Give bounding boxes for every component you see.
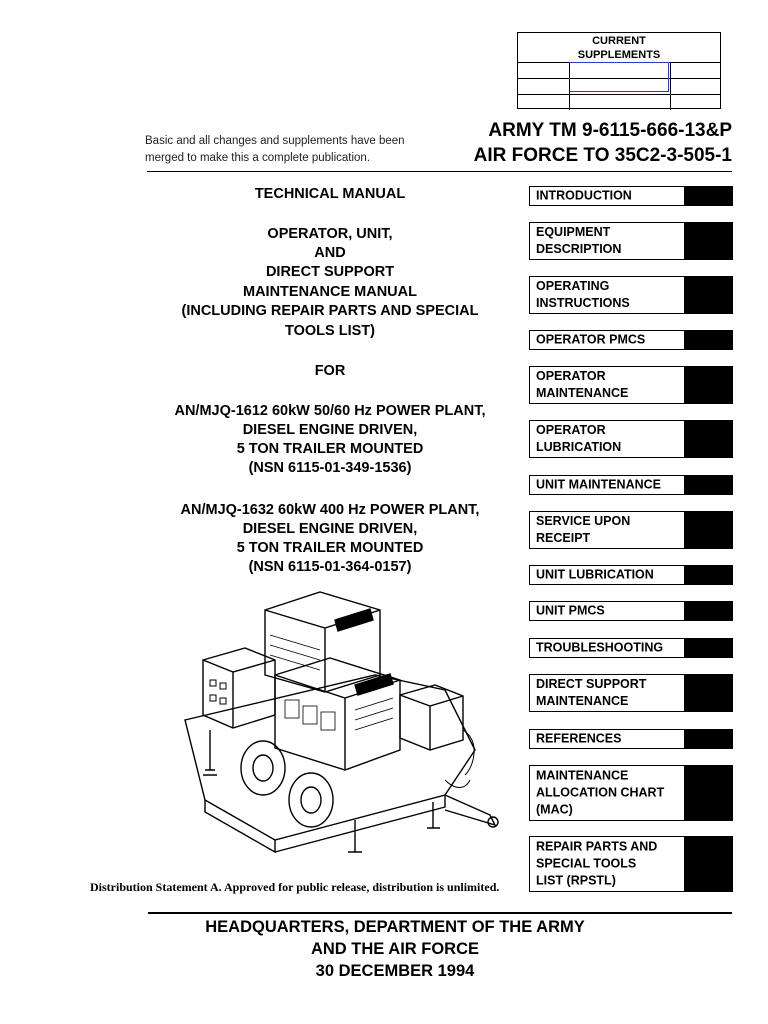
tab-references[interactable] (529, 729, 733, 749)
tab-label: REFERENCES (536, 731, 622, 746)
tab-equipment-description[interactable] (529, 222, 733, 260)
tab-introduction[interactable] (529, 186, 733, 206)
tab-thumb-marker (684, 512, 732, 548)
supplement-row (518, 63, 720, 79)
equipment1-nsn: (NSN 6115-01-349-1536) (248, 460, 412, 476)
tab-thumb-marker (684, 367, 732, 403)
tab-thumb-marker (684, 639, 732, 657)
tab-label: OPERATOR LUBRICATION (536, 423, 622, 454)
tab-thumb-marker (684, 766, 732, 820)
tab-label: REPAIR PARTS AND SPECIAL TOOLS LIST (RPSTL) (536, 839, 658, 888)
tab-direct-support-maintenance[interactable] (529, 674, 733, 712)
title-line: MAINTENANCE MANUAL (243, 284, 417, 300)
current-supplements-box (517, 32, 721, 109)
tab-label: MAINTENANCE ALLOCATION CHART (MAC) (536, 768, 665, 817)
tab-label: UNIT LUBRICATION (536, 567, 654, 582)
tab-operator-pmcs[interactable] (529, 330, 733, 350)
merged-note: Basic and all changes and supplements have been merged to make this a complete publication. (145, 135, 405, 164)
tab-thumb-marker (684, 837, 732, 891)
tab-thumb-marker (684, 187, 732, 205)
hq-line: HEADQUARTERS, DEPARTMENT OF THE ARMY (205, 918, 585, 936)
header-divider (147, 171, 732, 172)
supplement-row (518, 79, 720, 95)
tab-unit-maintenance[interactable] (529, 475, 733, 495)
tab-maintenance-allocation-chart[interactable] (529, 765, 733, 821)
tab-label: EQUIPMENT DESCRIPTION (536, 225, 622, 256)
tab-unit-pmcs[interactable] (529, 601, 733, 621)
tab-label: DIRECT SUPPORT MAINTENANCE (536, 677, 647, 708)
tab-thumb-marker (684, 566, 732, 584)
equipment1-line: 5 TON TRAILER MOUNTED (236, 441, 424, 457)
tab-operating-instructions[interactable] (529, 276, 733, 314)
power-plant-illustration (145, 580, 525, 880)
manual-type: TECHNICAL MANUAL (254, 186, 406, 202)
tab-label: OPERATING INSTRUCTIONS (536, 279, 630, 310)
tab-label: SERVICE UPON RECEIPT (536, 514, 631, 545)
tab-label: OPERATOR PMCS (536, 332, 646, 347)
tab-service-upon-receipt[interactable] (529, 511, 733, 549)
publication-date: 30 DECEMBER 1994 (315, 962, 475, 980)
tab-troubleshooting[interactable] (529, 638, 733, 658)
title-line: DIRECT SUPPORT (265, 264, 395, 280)
tab-thumb-marker (684, 421, 732, 457)
tab-repair-parts-rpstl[interactable] (529, 836, 733, 892)
tab-operator-maintenance[interactable] (529, 366, 733, 404)
title-line: (INCLUDING REPAIR PARTS AND SPECIAL (181, 303, 479, 319)
title-line: TOOLS LIST) (285, 323, 375, 339)
title-line: OPERATOR, UNIT, (267, 226, 393, 242)
tab-thumb-marker (684, 675, 732, 711)
tab-operator-lubrication[interactable] (529, 420, 733, 458)
tab-thumb-marker (684, 223, 732, 259)
tab-label: UNIT PMCS (536, 603, 605, 618)
footer-divider (148, 912, 732, 914)
tab-unit-lubrication[interactable] (529, 565, 733, 585)
tab-thumb-marker (684, 476, 732, 494)
hq-line: AND THE AIR FORCE (310, 940, 480, 958)
equipment2-line: AN/MJQ-1632 60kW 400 Hz POWER PLANT, (180, 502, 480, 518)
tab-thumb-marker (684, 602, 732, 620)
tab-label: UNIT MAINTENANCE (536, 477, 661, 492)
distribution-statement: Distribution Statement A. Approved for public release, distribution is unlimited. (90, 880, 500, 894)
equipment2-line: 5 TON TRAILER MOUNTED (236, 540, 424, 556)
title-line: AND (314, 245, 346, 261)
equipment2-nsn: (NSN 6115-01-364-0157) (248, 559, 412, 575)
army-tm-number: ARMY TM 9-6115-666-13&P (488, 120, 732, 141)
for-label: FOR (314, 363, 346, 379)
supplement-row (518, 95, 720, 110)
equipment1-line: DIESEL ENGINE DRIVEN, (242, 422, 418, 438)
tab-thumb-marker (684, 331, 732, 349)
tab-label: TROUBLESHOOTING (536, 640, 664, 655)
supplements-header: CURRENT SUPPLEMENTS (518, 33, 720, 63)
equipment1-line: AN/MJQ-1612 60kW 50/60 Hz POWER PLANT, (174, 403, 486, 419)
air-force-to-number: AIR FORCE TO 35C2-3-505-1 (473, 145, 732, 166)
equipment2-line: DIESEL ENGINE DRIVEN, (242, 521, 418, 537)
tab-label: INTRODUCTION (536, 188, 632, 203)
tab-thumb-marker (684, 730, 732, 748)
tab-label: OPERATOR MAINTENANCE (536, 369, 629, 400)
tab-thumb-marker (684, 277, 732, 313)
